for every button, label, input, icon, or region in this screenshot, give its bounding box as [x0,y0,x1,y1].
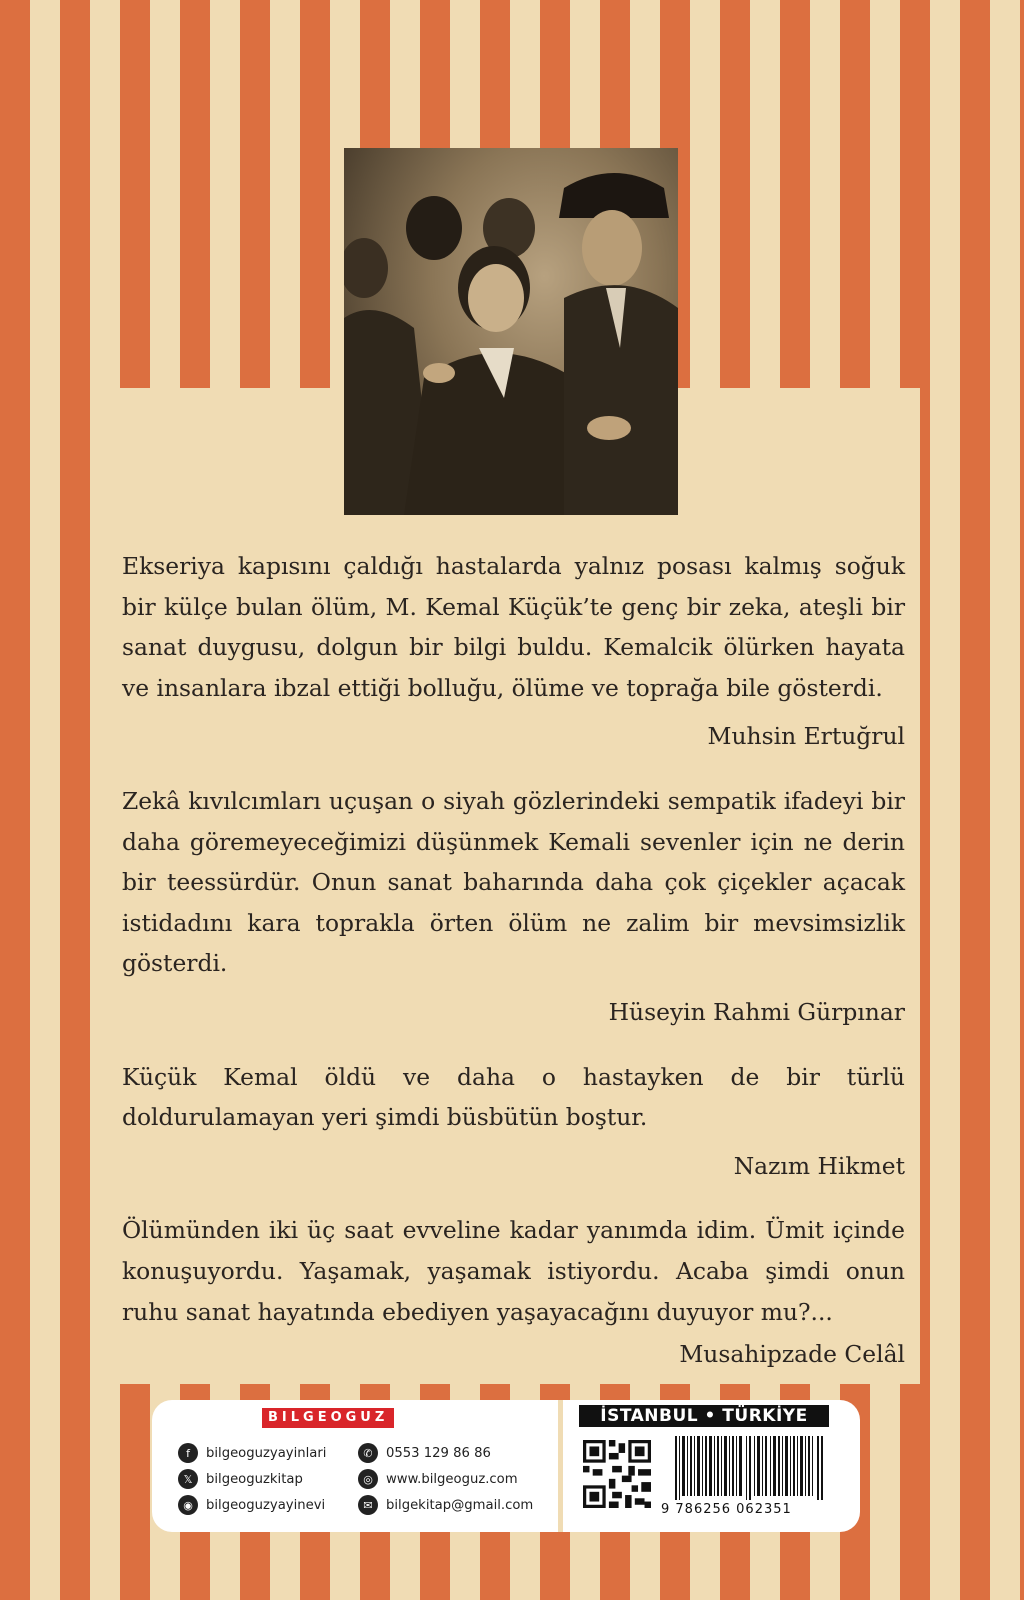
quote-author: Hüseyin Rahmi Gürpınar [608,997,905,1026]
phone-number: 0553 129 86 86 [386,1445,491,1461]
isbn-card [563,1400,860,1532]
quotes-section [122,546,905,1375]
instagram-handle: bilgeoguzyayinevi [206,1497,326,1513]
x-link[interactable] [178,1469,358,1489]
x-handle: bilgeoguzkitap [206,1471,303,1487]
quote-author: Nazım Hikmet [733,1151,905,1180]
quote-author: Musahipzade Celâl [679,1340,905,1369]
phone-link[interactable] [358,1443,538,1463]
quote-text: Ekseriya kapısını çaldığı hastalarda yalnız posası kalmış soğuk bir külçe bulan ölüm, M. Kemal Küçük’te genç bir zeka, ateşli bir sanat duygusu, dolgun bir bilgi buldu. Kemalcik ölürken hayata ve insanlara ibzal ettiği bolluğu, ölüme ve toprağa bile gösterdi. [122,552,905,702]
instagram-link[interactable] [178,1495,358,1515]
instagram-icon: ◉ [178,1495,198,1515]
quote-text: Zekâ kıvılcımları uçuşan o siyah gözlerindeki sempatik ifadeyi bir daha göremeyeceğimizi düşünmek Kemali sevenler için ne derin bir teessürdür. Onun sanat baharında daha çok çiçekler açacak istidadını kara toprakla örten ölüm ne zalim bir mevsimsizlik gösterdi. [122,786,905,978]
email-link[interactable] [358,1495,538,1515]
website-link[interactable] [358,1469,538,1489]
city-label: İSTANBUL • TÜRKİYE [579,1405,829,1427]
facebook-handle: bilgeoguzyayinlari [206,1445,327,1461]
cover-photo [344,148,678,515]
isbn-number: 9 786256 062351 [661,1502,792,1517]
x-icon: 𝕏 [178,1469,198,1489]
email-address: bilgekitap@gmail.com [386,1497,534,1513]
contact-card [152,1400,558,1532]
whatsapp-icon: ✆ [358,1443,378,1463]
quote-text: Küçük Kemal öldü ve daha o hastayken de bir türlü doldurulamayan yeri şimdi büsbütün boştur. [122,1062,905,1132]
barcode-icon [675,1436,823,1500]
website-url: www.bilgeoguz.com [386,1471,518,1487]
qr-code-icon[interactable] [583,1440,651,1508]
quote-author: Muhsin Ertuğrul [707,722,905,751]
publisher-info-card [152,1400,860,1532]
mail-icon: ✉ [358,1495,378,1515]
facebook-link[interactable] [178,1443,358,1463]
globe-icon: ◎ [358,1469,378,1489]
contact-list [178,1440,558,1518]
quote-text: Ölümünden iki üç saat evveline kadar yanımda idim. Ümit içinde konuşuyordu. Yaşamak, yaşamak istiyordu. Acaba şimdi onun ruhu sanat hayatında ebediyen yaşayacağını duyuyor mu?... [122,1216,905,1326]
facebook-icon: f [178,1443,198,1463]
publisher-logo: BILGEOGUZ [262,1408,394,1428]
